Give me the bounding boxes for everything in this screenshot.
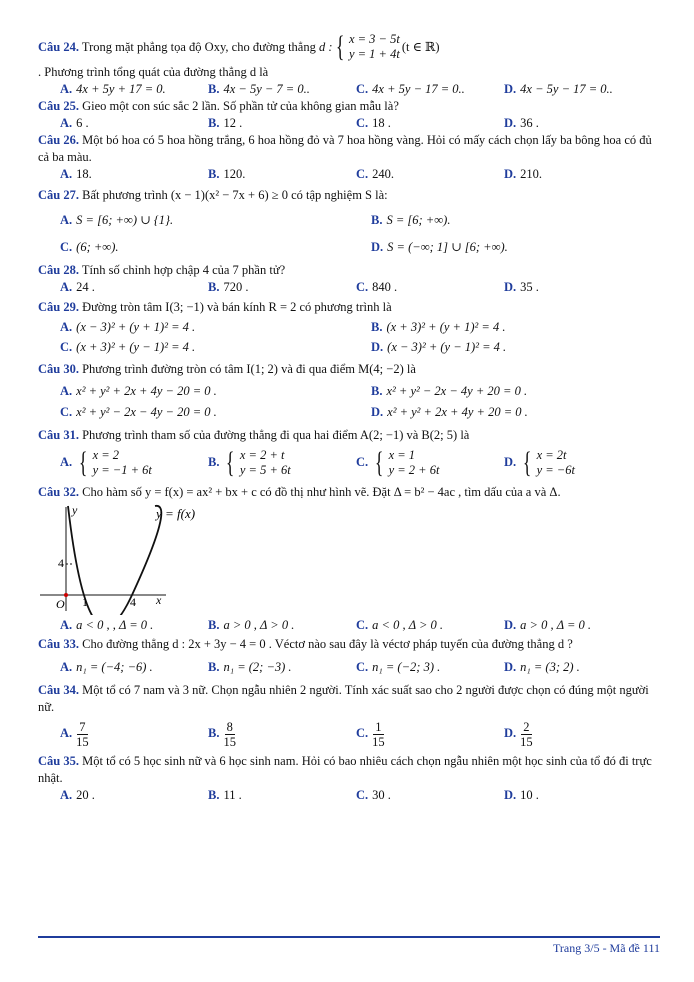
question-text-cont: . Phương trình tổng quát của đường thẳng d là [38, 65, 269, 79]
option-a[interactable]: A. 6 . [60, 116, 89, 130]
options-35 [38, 787, 660, 804]
option-d[interactable]: D. 36 . [504, 116, 539, 130]
x-label: x [156, 593, 162, 607]
option-d[interactable]: D. n₁ = (3; 2) . [504, 660, 580, 674]
x4-label: 4 [130, 595, 136, 609]
question-35: Câu 35. Một tổ có 5 học sinh nữ và 6 học sinh nam. Hỏi có bao nhiêu cách chọn ngẫu nhiên một học sinh của tổ đó đi trực nhật. [38, 754, 652, 785]
option-b[interactable]: B. $\frac{8}{15}$ [208, 720, 236, 749]
option-c[interactable]: C. 840 . [356, 280, 398, 294]
option-b[interactable]: B. { x = 2 + t y = 5 + 6t [208, 446, 291, 479]
parabola-graph [38, 503, 198, 615]
option-b[interactable]: B. a > 0 , Δ > 0 . [208, 618, 295, 632]
option-b[interactable]: B. 120. [208, 167, 246, 181]
options-27 [38, 212, 660, 229]
options-29-row2 [38, 339, 660, 356]
option-d[interactable]: D. (x − 3)² + (y − 1)² = 4 . [371, 340, 507, 354]
options-30-row2 [38, 404, 660, 421]
option-c[interactable]: C. 18 . [356, 116, 391, 130]
option-d[interactable]: D. 10 . [504, 788, 539, 802]
origin-label: O [56, 597, 65, 611]
question-31: Câu 31. Phương trình tham số của đường thẳng đi qua hai điểm A(2; −1) và B(2; 5) là [38, 428, 470, 442]
option-b[interactable]: B. 720 . [208, 280, 249, 294]
option-d[interactable]: D. 210. [504, 167, 543, 181]
options-24 [38, 81, 660, 98]
option-c[interactable]: C. 4x + 5y − 17 = 0.. [356, 82, 465, 96]
option-d[interactable]: D. S = (−∞; 1] ∪ [6; +∞). [371, 240, 508, 254]
line-name: d : [318, 39, 333, 54]
exam-page [38, 32, 660, 804]
options-29 [38, 319, 660, 336]
question-28: Câu 28. Tính số chỉnh hợp chập 4 của 7 phần tử? [38, 263, 286, 277]
option-d[interactable]: D. 4x − 5y − 17 = 0.. [504, 82, 613, 96]
page-footer: Trang 3/5 - Mã đề 111 [553, 941, 660, 955]
options-28 [38, 279, 660, 296]
option-c[interactable]: C. a < 0 , Δ > 0 . [356, 618, 444, 632]
option-d[interactable]: D. 35 . [504, 280, 539, 294]
options-27-row2 [38, 239, 660, 256]
option-a[interactable]: A. n₁ = (−4; −6) . [60, 660, 153, 674]
y4-label: 4 [58, 556, 64, 570]
question-25: Câu 25. Gieo một con súc sắc 2 lần. Số phần tử của không gian mẫu là? [38, 99, 399, 113]
option-c[interactable]: C. $\frac{1}{15}$ [356, 720, 385, 749]
option-d[interactable]: D. x² + y² + 2x + 4y + 20 = 0 . [371, 405, 528, 419]
option-a[interactable]: A. 24 . [60, 280, 95, 294]
option-c[interactable]: C. (6; +∞). [60, 240, 119, 254]
option-c[interactable]: C. { x = 1 y = 2 + 6t [356, 446, 440, 479]
options-31 [38, 448, 660, 478]
question-33: Câu 33. Cho đường thẳng d : 2x + 3y − 4 = 0 . Véctơ nào sau đây là véctơ pháp tuyến của đường thẳng d ? [38, 637, 573, 651]
option-b[interactable]: B. n₁ = (2; −3) . [208, 660, 292, 674]
param-condition: (t ∈ ℝ) [401, 39, 440, 54]
eq-line-1: x = 3 − 5t [348, 32, 400, 46]
question-26: Câu 26. Một bó hoa có 5 hoa hồng trắng, 6 hoa hồng đỏ và 7 hoa hồng vàng. Hỏi có mấy cách chọn lấy ba bông hoa có đủ cả ba màu. [38, 133, 652, 164]
option-d[interactable]: D. { x = 2t y = −6t [504, 446, 575, 479]
option-c[interactable]: C. 240. [356, 167, 395, 181]
option-a[interactable]: A. 18. [60, 167, 92, 181]
question-34: Câu 34. Một tổ có 7 nam và 3 nữ. Chọn ngẫu nhiên 2 người. Tính xác suất sao cho 2 người được chọn có đúng một người nữ. [38, 683, 649, 714]
question-24 [38, 32, 660, 62]
option-b[interactable]: B. 4x − 5y − 7 = 0.. [208, 82, 310, 96]
option-c[interactable]: C. 30 . [356, 788, 391, 802]
option-a[interactable]: A. 20 . [60, 788, 95, 802]
footer-divider [38, 936, 660, 938]
param-system: { x = 3 − 5t y = 1 + 4t [335, 30, 400, 63]
option-d[interactable]: D. a > 0 , Δ = 0 . [504, 618, 592, 632]
option-a[interactable]: A. a < 0 , , Δ = 0 . [60, 618, 154, 632]
question-30: Câu 30. Phương trình đường tròn có tâm I(1; 2) và đi qua điểm M(4; −2) là [38, 362, 416, 376]
option-a[interactable]: A. x² + y² + 2x + 4y − 20 = 0 . [60, 384, 217, 398]
question-29: Câu 29. Đường tròn tâm I(3; −1) và bán kính R = 2 có phương trình là [38, 300, 392, 314]
eq-line-2: y = 1 + 4t [348, 47, 400, 61]
question-32: Câu 32. Cho hàm số y = f(x) = ax² + bx + c có đồ thị như hình vẽ. Đặt Δ = b² − 4ac , tìm dấu của a và Δ. [38, 485, 561, 499]
option-b[interactable]: B. 11 . [208, 788, 242, 802]
options-32 [38, 617, 660, 634]
options-26 [38, 166, 660, 183]
x1-label: 1 [82, 595, 88, 609]
option-c[interactable]: C. n₁ = (−2; 3) . [356, 660, 441, 674]
option-d[interactable]: D. $\frac{2}{15}$ [504, 720, 533, 749]
option-b[interactable]: B. S = [6; +∞). [371, 213, 451, 227]
question-27: Câu 27. Bất phương trình (x − 1)(x² − 7x + 6) ≥ 0 có tập nghiệm S là: [38, 188, 388, 202]
option-a[interactable]: A. { x = 2 y = −1 + 6t [60, 446, 152, 479]
option-a[interactable]: A. (x − 3)² + (y + 1)² = 4 . [60, 320, 196, 334]
option-b[interactable]: B. x² + y² − 2x − 4y + 20 = 0 . [371, 384, 528, 398]
option-a[interactable]: A. $\frac{7}{15}$ [60, 720, 89, 749]
option-c[interactable]: C. (x + 3)² + (y − 1)² = 4 . [60, 340, 196, 354]
option-b[interactable]: B. 12 . [208, 116, 243, 130]
option-a[interactable]: A. S = [6; +∞) ∪ {1}. [60, 213, 174, 227]
question-text: Trong mặt phẳng tọa độ Oxy, cho đường thẳng [81, 39, 316, 54]
y-label: y [72, 503, 78, 517]
options-30 [38, 383, 660, 400]
options-25 [38, 115, 660, 132]
question-number: Câu 24. [38, 39, 79, 54]
option-b[interactable]: B. (x + 3)² + (y + 1)² = 4 . [371, 320, 506, 334]
fx-label: y = f(x) [156, 506, 196, 521]
option-a[interactable]: A. 4x + 5y + 17 = 0. [60, 82, 166, 96]
option-c[interactable]: C. x² + y² − 2x − 4y − 20 = 0 . [60, 405, 217, 419]
options-34 [38, 720, 660, 749]
options-33 [38, 659, 660, 676]
